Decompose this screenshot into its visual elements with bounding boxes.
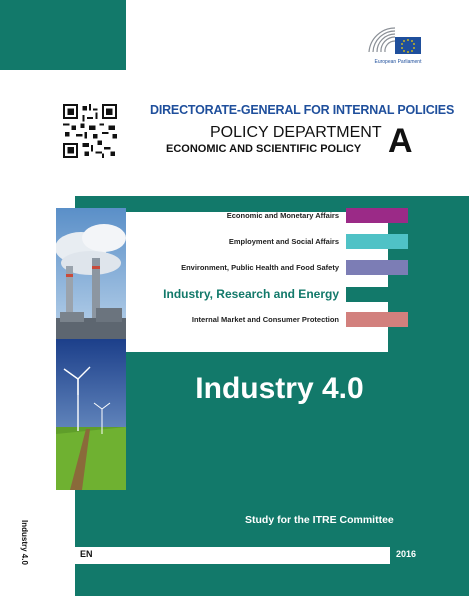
- theme-label-econ: Economic and Monetary Affairs: [226, 211, 339, 220]
- theme-label-internal-market: Internal Market and Consumer Protection: [191, 315, 339, 324]
- spine-title: Industry 4.0: [20, 520, 29, 565]
- language-code: EN: [80, 549, 93, 559]
- theme-bar-econ: [346, 208, 408, 223]
- theme-label-employment: Employment and Social Affairs: [228, 237, 339, 246]
- qr-code: [63, 104, 117, 158]
- theme-bar-environment: [346, 260, 408, 275]
- themes-panel: [126, 212, 388, 352]
- theme-label-industry: Industry, Research and Energy: [163, 287, 339, 301]
- department-letter: A: [388, 122, 413, 160]
- european-parliament-label: European Parliament: [374, 59, 422, 65]
- document-title: Industry 4.0: [195, 372, 364, 405]
- policy-department-title: POLICY DEPARTMENT: [210, 124, 382, 141]
- publication-year: 2016: [396, 549, 417, 559]
- document-subtitle: Study for the ITRE Committee: [245, 514, 394, 526]
- top-left-green-block: [0, 0, 126, 70]
- policy-subtitle: ECONOMIC AND SCIENTIFIC POLICY: [166, 143, 362, 155]
- directorate-title: DIRECTORATE-GENERAL FOR INTERNAL POLICIES: [150, 103, 455, 117]
- wind-turbine-field-photo: [56, 339, 126, 490]
- theme-bar-employment: [346, 234, 408, 249]
- industrial-chimneys-photo: [56, 208, 126, 339]
- theme-bar-internal-market: [346, 312, 408, 327]
- theme-bar-industry: [346, 287, 408, 302]
- language-bar: [75, 547, 390, 564]
- theme-label-environment: Environment, Public Health and Food Safety: [181, 263, 339, 272]
